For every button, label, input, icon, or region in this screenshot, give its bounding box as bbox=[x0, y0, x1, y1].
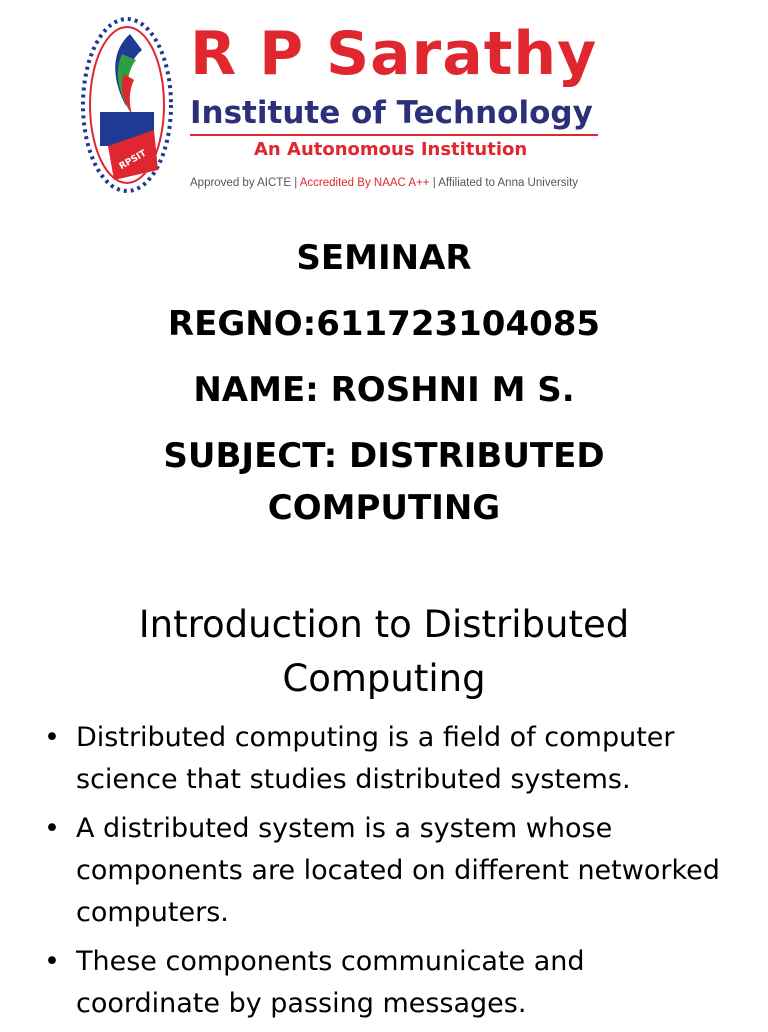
list-item-text: Distributed computing is a field of computer science that studies distributed systems. bbox=[76, 722, 675, 795]
approval-line bbox=[190, 176, 578, 190]
seminar-title-block bbox=[0, 232, 768, 534]
svg-text:RPSIT: RPSIT bbox=[117, 148, 149, 172]
list-item bbox=[40, 808, 730, 934]
list-item bbox=[40, 941, 730, 1025]
section-heading: Introduction to Distributed Computing bbox=[138, 603, 630, 700]
subject-line: SUBJECT: DISTRIBUTED COMPUTING bbox=[163, 436, 605, 528]
bullet-icon: • bbox=[44, 813, 60, 844]
bullet-list bbox=[40, 717, 730, 1032]
institution-logo bbox=[78, 14, 678, 200]
bullet-icon: • bbox=[44, 722, 60, 753]
institution-seal-icon bbox=[78, 14, 176, 196]
student-name: NAME: ROSHNI M S. bbox=[193, 370, 575, 410]
list-item-text: A distributed system is a system whose components are located on different networked computers. bbox=[76, 813, 720, 928]
approval-aicte: Approved by AICTE | bbox=[190, 177, 300, 189]
institution-tagline: An Autonomous Institution bbox=[254, 139, 528, 160]
list-item-text: These components communicate and coordinate by passing messages. bbox=[76, 946, 585, 1019]
bullet-icon: • bbox=[44, 946, 60, 977]
seminar-heading: SEMINAR bbox=[296, 238, 472, 278]
institution-name: R P Sarathy bbox=[190, 19, 598, 89]
institution-subtitle: Institute of Technology bbox=[190, 95, 593, 131]
registration-number: REGNO:611723104085 bbox=[167, 304, 601, 344]
approval-affiliation: | Affiliated to Anna University bbox=[429, 177, 579, 189]
approval-naac: Accredited By NAAC A++ bbox=[299, 177, 430, 189]
tagline-divider bbox=[190, 134, 598, 136]
list-item bbox=[40, 717, 730, 801]
